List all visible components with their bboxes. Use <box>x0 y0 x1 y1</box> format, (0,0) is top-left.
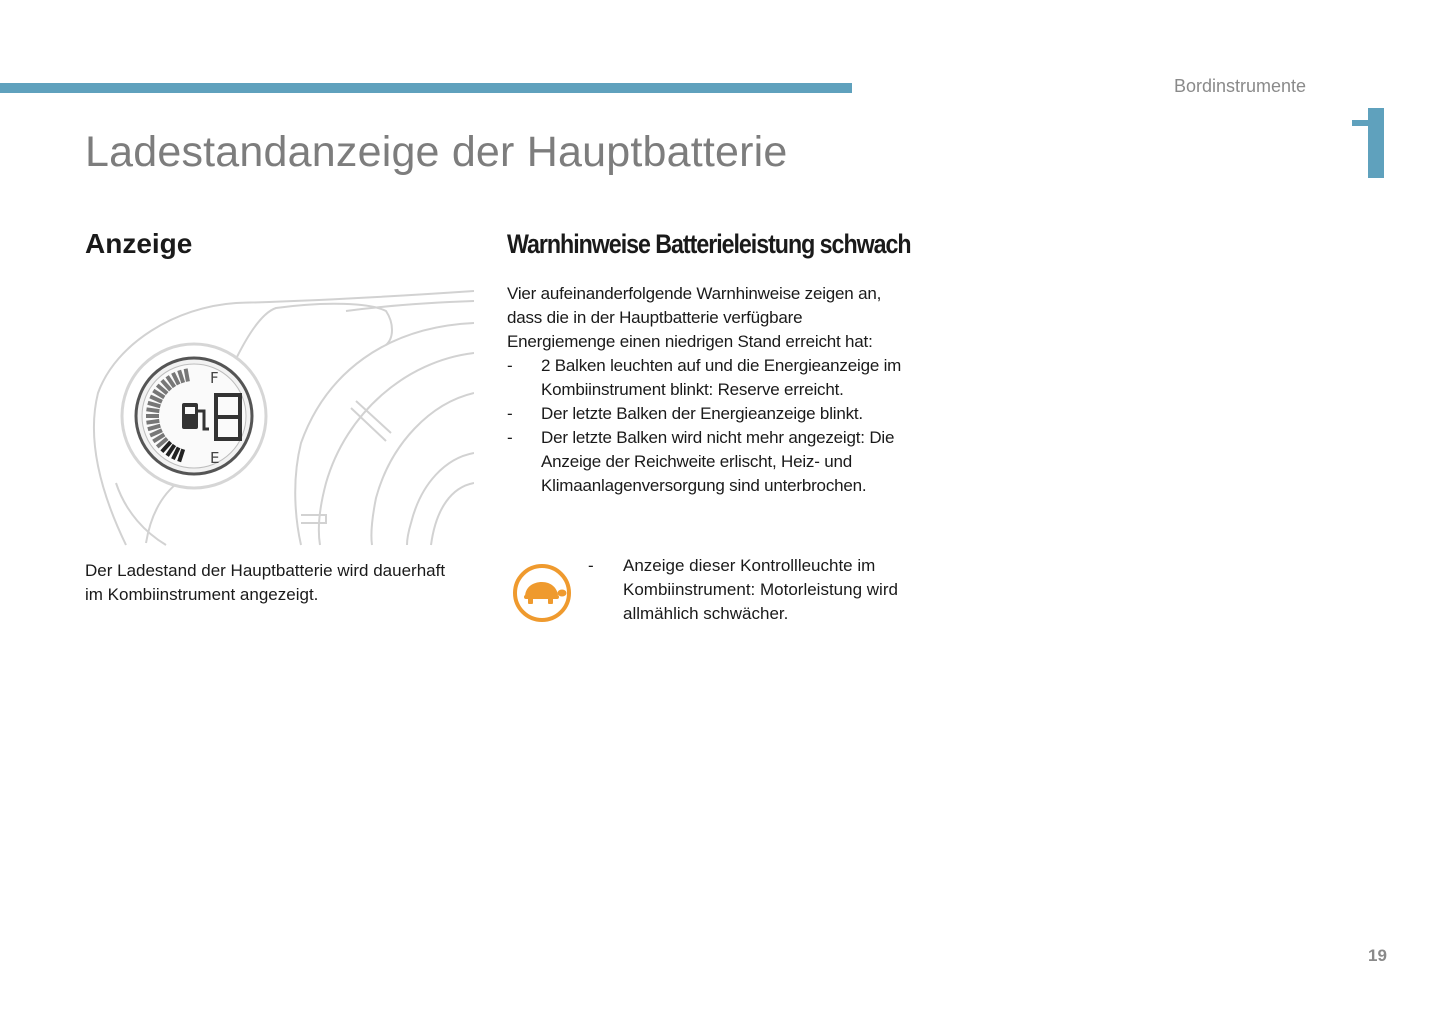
gauge-full-label: F <box>210 369 219 387</box>
list-item: - Der letzte Balken wird nicht mehr angezeigt: Die Anzeige der Reichweite erlischt, Heiz- und Klimaanlagenversorgung sind unterbrochen. <box>507 428 895 495</box>
gauge-empty-label: E <box>210 449 220 467</box>
gauge-segment <box>186 369 188 382</box>
anzeige-description: Der Ladestand der Hauptbatterie wird dauerhaft im Kombiinstrument angezeigt. <box>85 561 446 604</box>
turtle-icon <box>511 562 573 624</box>
gauge-segment <box>146 409 159 411</box>
warning-light-item: - Anzeige dieser Kontrollleuchte im Kombiinstrument: Motorleistung wird allmählich schwächer. <box>588 556 898 623</box>
page-title: Ladestandanzeige der Hauptbatterie <box>85 128 788 176</box>
list-item: - Der letzte Balken der Energieanzeige blinkt. <box>507 404 863 423</box>
chapter-number <box>1350 108 1384 178</box>
warnings-intro: Vier aufeinanderfolgende Warnhinweise zeigen an, dass die in der Hauptbatterie verfügbare Energiemenge einen niedrigen Stand erreicht hat: <box>507 284 882 351</box>
section-heading-anzeige: Anzeige <box>85 228 193 259</box>
header-accent-bar <box>0 83 852 93</box>
page-number: 19 <box>1368 946 1387 965</box>
warning-list <box>507 354 907 498</box>
section-header: Bordinstrumente <box>1174 76 1307 96</box>
gauge-segment <box>146 421 159 423</box>
dashboard-illustration <box>86 283 474 546</box>
list-item: - 2 Balken leuchten auf und die Energieanzeige im Kombiinstrument blinkt: Reserve erreicht. <box>507 356 902 399</box>
section-heading-warnings: Warnhinweise Batterieleistung schwach <box>507 229 911 259</box>
